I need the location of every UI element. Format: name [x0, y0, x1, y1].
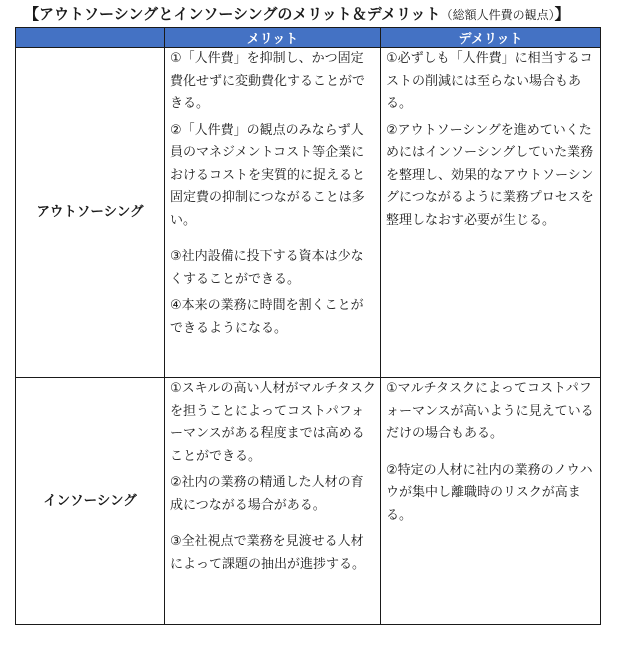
- merit-item: ②社内の業務の精通した人材の育成につながる場合がある。: [170, 475, 364, 513]
- demerit-item: ①必ずしも「人件費」に相当するコストの削減には至らない場合もある。: [386, 51, 593, 111]
- header-merit: メリット: [165, 28, 381, 48]
- insourcing-demerits-cell: [381, 378, 601, 625]
- header-demerit: デメリット: [381, 28, 601, 48]
- demerit-item: ①マルチタスクによってコストパフォーマンスが高いように見えているだけの場合もある。: [386, 381, 594, 441]
- table-row-outsourcing: [16, 48, 601, 378]
- title-close-bracket: 】: [554, 5, 570, 23]
- merit-item: ②「人件費」の観点のみならず人員のマネジメントコスト等企業におけるコストを実質的に捉えると固定費の抑制につながることは多い。: [170, 122, 366, 228]
- demerit-item: ②アウトソーシングを進めていくためにはインソーシングしていた業務を整理し、効果的なアウトソーシングにつながるように業務プロセスを整理しなおす必要が生じる。: [386, 122, 594, 228]
- header-empty: [16, 28, 165, 48]
- merit-item: ③社内設備に投下する資本は少なくすることができる。: [170, 249, 364, 287]
- title-subtitle: （総額人件費の観点）: [440, 8, 555, 22]
- outsourcing-merits-cell: [165, 48, 381, 378]
- row-label-outsourcing: アウトソーシング: [16, 48, 165, 378]
- outsourcing-demerits-cell: [381, 48, 601, 378]
- table-row-insourcing: [16, 378, 601, 625]
- merit-item: ①「人件費」を抑制し、かつ固定費化せずに変動費化することができる。: [170, 51, 366, 111]
- merit-item: ③全社視点で業務を見渡せる人材によって課題の抽出が進捗する。: [170, 534, 366, 572]
- table-header-row: [16, 28, 601, 48]
- merit-item: ④本来の業務に時間を割くことができるようになる。: [170, 298, 364, 336]
- insourcing-merits-cell: [165, 378, 381, 625]
- demerit-item: ②特定の人材に社内の業務のノウハウが集中し離職時のリスクが高まる。: [386, 462, 593, 523]
- row-label-insourcing: インソーシング: [16, 378, 165, 625]
- title-main: 【アウトソーシングとインソーシングのメリット＆デメリット: [24, 5, 441, 23]
- merit-item: ①スキルの高い人材がマルチタスクを担うことによってコストパフォーマンスがある程度までは高めることができる。: [170, 381, 376, 464]
- page-title: [24, 2, 624, 26]
- comparison-table: [15, 27, 601, 625]
